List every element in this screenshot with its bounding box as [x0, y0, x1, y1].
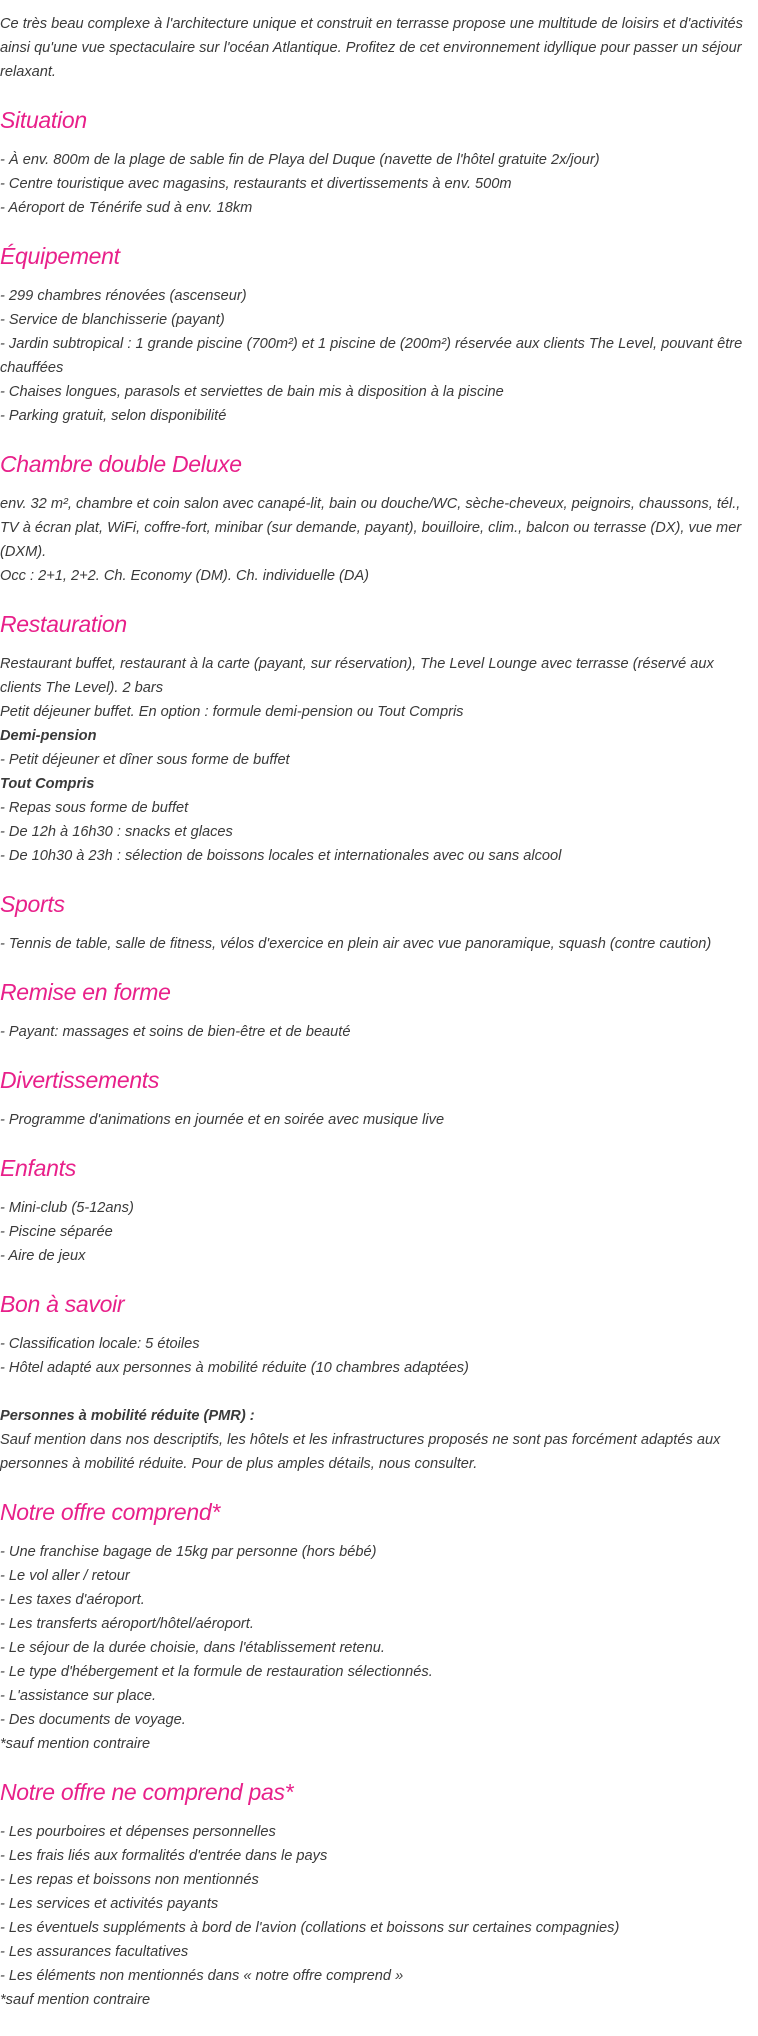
- list-item: - De 10h30 à 23h : sélection de boissons locales et internationales avec ou sans alcool: [0, 848, 562, 864]
- list-item: - Parking gratuit, selon disponibilité: [0, 408, 227, 424]
- intro-paragraph: Ce très beau complexe à l'architecture unique et construit en terrasse propose une multitude de loisirs et d'activités ainsi qu'une vue spectaculaire sur l'océan Atlantique. Profitez de cet environnement idyllique pour passer un séjour relaxant.: [0, 16, 743, 80]
- list-item: - Service de blanchisserie (payant): [0, 312, 225, 328]
- list-item: - Programme d'animations en journée et en soirée avec musique live: [0, 1112, 445, 1128]
- section-bon-a-savoir: [0, 1286, 758, 1476]
- section-remise-en-forme: [0, 974, 758, 1044]
- section-equipement: [0, 238, 758, 428]
- section-offre-ne-comprend-pas: [0, 1774, 758, 2012]
- list-item: - Payant: massages et soins de bien-être et de beauté: [0, 1024, 351, 1040]
- list-item: - Le vol aller / retour: [0, 1568, 130, 1584]
- section-restauration: [0, 606, 758, 868]
- pmr-text: Sauf mention dans nos descriptifs, les hôtels et les infrastructures proposés ne sont pas forcément adaptés aux personnes à mobilité réduite. Pour de plus amples détails, nous consulter.: [0, 1432, 721, 1472]
- section-title: Remise en forme: [0, 979, 171, 1005]
- section-title: Équipement: [0, 243, 120, 269]
- list-item: - Les pourboires et dépenses personnelles: [0, 1824, 276, 1840]
- list-item: - Les frais liés aux formalités d'entrée dans le pays: [0, 1848, 328, 1864]
- list-item: - Des documents de voyage.: [0, 1712, 186, 1728]
- list-item: - Les repas et boissons non mentionnés: [0, 1872, 259, 1888]
- list-item: - Tennis de table, salle de fitness, vélos d'exercice en plein air avec vue panoramique, squash (contre caution): [0, 936, 712, 952]
- list-item: - Les services et activités payants: [0, 1896, 219, 1912]
- section-sports: [0, 886, 758, 956]
- list-item: - Les éléments non mentionnés dans « notre offre comprend »: [0, 1968, 404, 1984]
- footnote: *sauf mention contraire: [0, 1992, 151, 2008]
- section-enfants: [0, 1150, 758, 1268]
- section-title: Notre offre ne comprend pas*: [0, 1779, 294, 1805]
- list-item: - Mini-club (5-12ans): [0, 1200, 134, 1216]
- section-chambre: [0, 446, 758, 588]
- list-item: - Une franchise bagage de 15kg par personne (hors bébé): [0, 1544, 377, 1560]
- list-item: - L'assistance sur place.: [0, 1688, 157, 1704]
- list-item: - Aéroport de Ténérife sud à env. 18km: [0, 200, 253, 216]
- list-item: - Centre touristique avec magasins, restaurants et divertissements à env. 500m: [0, 176, 512, 192]
- list-item: - Aire de jeux: [0, 1248, 86, 1264]
- list-item: - Le type d'hébergement et la formule de restauration sélectionnés.: [0, 1664, 433, 1680]
- list-item: - Les taxes d'aéroport.: [0, 1592, 145, 1608]
- section-title: Bon à savoir: [0, 1291, 125, 1317]
- restauration-text: Petit déjeuner buffet. En option : formule demi-pension ou Tout Compris: [0, 704, 464, 720]
- footnote: *sauf mention contraire: [0, 1736, 151, 1752]
- section-title: Enfants: [0, 1155, 76, 1181]
- section-title: Situation: [0, 107, 87, 133]
- subheading-demi-pension: Demi-pension: [0, 728, 97, 744]
- list-item: - Le séjour de la durée choisie, dans l'établissement retenu.: [0, 1640, 385, 1656]
- room-occupancy: Occ : 2+1, 2+2. Ch. Economy (DM). Ch. individuelle (DA): [0, 568, 370, 584]
- section-title: Restauration: [0, 611, 127, 637]
- list-item: - Les assurances facultatives: [0, 1944, 189, 1960]
- section-title: Notre offre comprend*: [0, 1499, 220, 1525]
- section-title: Chambre double Deluxe: [0, 451, 242, 477]
- pmr-title: Personnes à mobilité réduite (PMR) :: [0, 1408, 255, 1424]
- section-divertissements: [0, 1062, 758, 1132]
- section-title: Sports: [0, 891, 65, 917]
- subheading-tout-compris: Tout Compris: [0, 776, 95, 792]
- restauration-text: Restaurant buffet, restaurant à la carte (payant, sur réservation), The Level Lounge avec terrasse (réservé aux clients The Level). 2 bars: [0, 656, 714, 696]
- section-situation: [0, 102, 758, 220]
- list-item: - Piscine séparée: [0, 1224, 113, 1240]
- list-item: - Petit déjeuner et dîner sous forme de buffet: [0, 752, 290, 768]
- list-item: - Hôtel adapté aux personnes à mobilité réduite (10 chambres adaptées): [0, 1360, 469, 1376]
- list-item: - 299 chambres rénovées (ascenseur): [0, 288, 247, 304]
- list-item: - Les éventuels suppléments à bord de l'avion (collations et boissons sur certaines compagnies): [0, 1920, 620, 1936]
- list-item: - Chaises longues, parasols et serviettes de bain mis à disposition à la piscine: [0, 384, 504, 400]
- room-description: env. 32 m², chambre et coin salon avec canapé-lit, bain ou douche/WC, sèche-cheveux, peignoirs, chaussons, tél., TV à écran plat, WiFi, coffre-fort, minibar (sur demande, payant), bouilloire, clim., balcon ou terrasse (DX), vue mer (DXM).: [0, 496, 742, 560]
- list-item: - Classification locale: 5 étoiles: [0, 1336, 200, 1352]
- list-item: - Les transferts aéroport/hôtel/aéroport.: [0, 1616, 254, 1632]
- section-title: Divertissements: [0, 1067, 160, 1093]
- section-offre-comprend: [0, 1494, 758, 1756]
- spacer: [0, 1380, 758, 1404]
- list-item: - Repas sous forme de buffet: [0, 800, 189, 816]
- list-item: - De 12h à 16h30 : snacks et glaces: [0, 824, 233, 840]
- list-item: - Jardin subtropical : 1 grande piscine (700m²) et 1 piscine de (200m²) réservée aux clients The Level, pouvant être chauffées: [0, 336, 743, 376]
- list-item: - À env. 800m de la plage de sable fin de Playa del Duque (navette de l'hôtel gratuite 2x/jour): [0, 152, 600, 168]
